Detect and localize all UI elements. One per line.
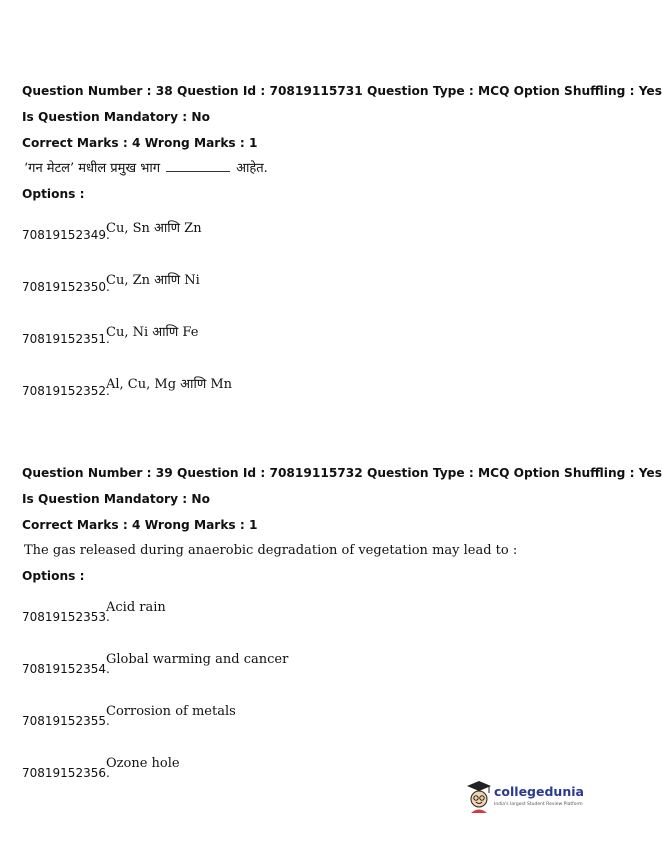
options-label: Options : (22, 569, 85, 583)
option-item (22, 692, 582, 744)
option-item (22, 640, 582, 692)
option-item (22, 310, 582, 362)
blank-line (166, 161, 230, 172)
question-text (24, 156, 582, 182)
option-text: Acid rain (106, 600, 166, 615)
option-id: 70819152354. (22, 662, 110, 676)
question-mandatory: Is Question Mandatory : No (22, 110, 210, 124)
question-marks: Correct Marks : 4 Wrong Marks : 1 (22, 136, 258, 150)
question-marks: Correct Marks : 4 Wrong Marks : 1 (22, 518, 258, 532)
option-text: Al, Cu, Mg आणि Mn (106, 377, 233, 392)
option-id: 70819152355. (22, 714, 110, 728)
option-id: 70819152349. (22, 228, 110, 242)
brand-tagline: India's largest Student Review Platform (494, 802, 583, 807)
collegedunia-logo (460, 776, 584, 822)
question-38 (22, 78, 662, 414)
option-text: Cu, Zn आणि Ni (106, 273, 200, 288)
question-text-before-blank: ‘गन मेटल’ मधील प्रमुख भाग (24, 161, 161, 176)
option-item (22, 206, 582, 258)
option-id: 70819152356. (22, 766, 110, 780)
option-item (22, 362, 582, 414)
option-item (22, 588, 582, 640)
option-id: 70819152351. (22, 332, 110, 346)
question-text-after-blank: आहेत. (236, 161, 268, 176)
option-id: 70819152350. (22, 280, 110, 294)
option-id: 70819152352. (22, 384, 110, 398)
question-mandatory: Is Question Mandatory : No (22, 492, 210, 506)
question-meta-line: Question Number : 39 Question Id : 70819115732 Question Type : MCQ Option Shuffling : Yes (22, 466, 662, 480)
option-text: Ozone hole (106, 756, 180, 771)
question-39 (22, 460, 662, 796)
option-item (22, 258, 582, 310)
option-text: Global warming and cancer (106, 652, 289, 667)
option-text: Cu, Ni आणि Fe (106, 325, 199, 340)
options-label: Options : (22, 187, 85, 201)
question-meta-line: Question Number : 38 Question Id : 70819115731 Question Type : MCQ Option Shuffling : Yes (22, 84, 662, 98)
brand-name: collegedunia (494, 784, 584, 799)
question-text: The gas released during anaerobic degradation of vegetation may lead to : (24, 543, 518, 558)
graduate-mascot-icon (466, 780, 492, 814)
option-text: Cu, Sn आणि Zn (106, 221, 202, 236)
option-text: Corrosion of metals (106, 704, 236, 719)
option-id: 70819152353. (22, 610, 110, 624)
